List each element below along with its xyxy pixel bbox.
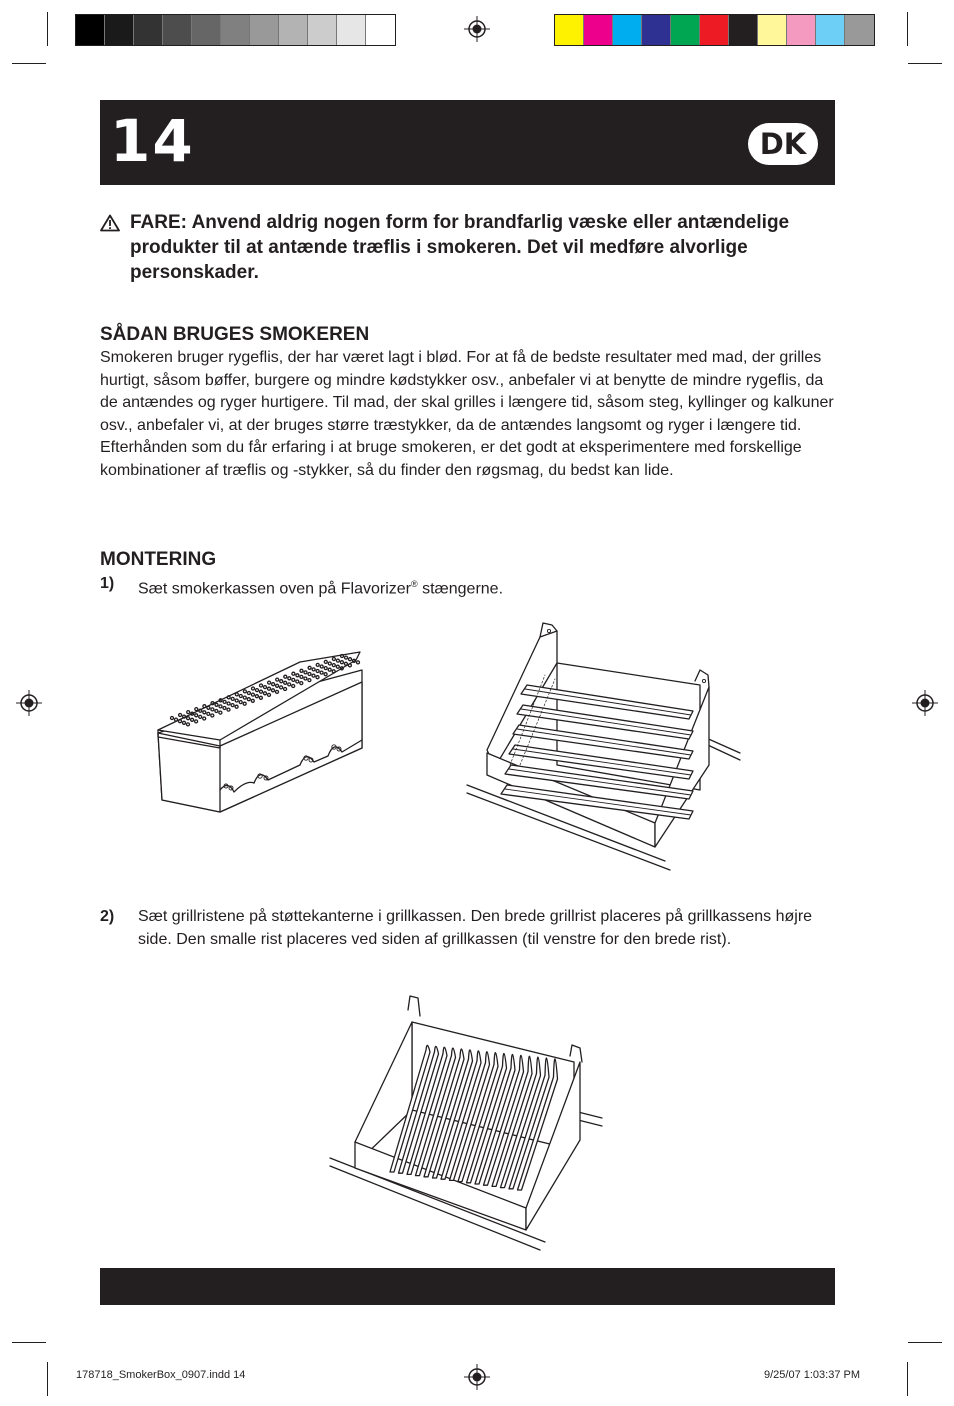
registration-mark-icon <box>912 690 938 716</box>
grayscale-swatch <box>308 15 337 45</box>
process-color-swatch <box>758 15 787 45</box>
grayscale-color-bar <box>75 14 396 46</box>
grayscale-swatch <box>250 15 279 45</box>
process-color-swatch <box>729 15 758 45</box>
registration-mark-icon <box>464 1364 490 1390</box>
process-color-swatch <box>613 15 642 45</box>
grayscale-swatch <box>105 15 134 45</box>
slug-file-info: 178718_SmokerBox_0907.indd 14 <box>76 1369 246 1381</box>
process-color-swatch <box>816 15 845 45</box>
process-color-swatch <box>787 15 816 45</box>
grayscale-swatch <box>337 15 366 45</box>
registered-mark: ® <box>411 579 418 589</box>
grayscale-swatch <box>221 15 250 45</box>
grayscale-swatch <box>366 15 395 45</box>
process-color-bar <box>554 14 875 46</box>
warning-text: FARE: Anvend aldrig nogen form for brandfarlig væske eller antændelige produkter til at antænde træflis i smokeren. Det vil medføre alvorlige personskader. <box>130 212 790 283</box>
grill-flavorizer-illustration <box>465 615 745 875</box>
process-color-swatch <box>671 15 700 45</box>
usage-body: Smokeren bruger rygeflis, der har været lagt i blød. For at få de bedste resultater med mad, der grilles hurtigt, såsom bøffer, burgere og mindre kødstykker osv., anbefaler vi at benytte de mindre rygeflis, da de antændes og ryger hurtigere. Til mad, der skal grilles i længere tid, såsom steg, kyllinger og kalkuner osv., anbefaler vi, at der bruges større træstykker, da de antændes langsomt og ryger i længere tid. Efterhånden som du får erfaring i at bruge smokeren, er det godt at eksperimentere med forskellige kombinationer af træflis og -stykker, så du finder den røgsmag, du bedst kan lide. <box>100 349 834 479</box>
step-1-text <box>138 573 838 601</box>
grayscale-swatch <box>163 15 192 45</box>
step-1-number: 1) <box>100 575 115 592</box>
registration-mark-icon <box>16 690 42 716</box>
language-badge: DK <box>748 123 818 165</box>
step-1-text-main: Sæt smokerkassen oven på Flavorizer <box>138 580 411 598</box>
process-color-swatch <box>642 15 671 45</box>
process-color-swatch <box>584 15 613 45</box>
process-color-swatch <box>700 15 729 45</box>
page-footer-bar <box>100 1268 835 1305</box>
grayscale-swatch <box>279 15 308 45</box>
grayscale-swatch <box>134 15 163 45</box>
usage-heading: SÅDAN BRUGES SMOKEREN <box>100 324 370 345</box>
page-header-bar <box>100 100 835 185</box>
page-number: 14 <box>110 107 195 175</box>
slug-timestamp: 9/25/07 1:03:37 PM <box>764 1369 861 1381</box>
registration-mark-icon <box>464 16 490 42</box>
grayscale-swatch <box>192 15 221 45</box>
step-2-text: Sæt grillristene på støttekanterne i grillkassen. Den brede grillrist placeres på grillkassens højre side. Den smalle rist placeres ved siden af grillkassen (til venstre for den brede rist). <box>138 908 813 948</box>
step-2-number: 2) <box>100 908 115 925</box>
process-color-swatch <box>845 15 874 45</box>
warning-triangle-icon <box>100 214 120 232</box>
assembly-heading: MONTERING <box>100 549 217 570</box>
process-color-swatch <box>555 15 584 45</box>
danger-warning <box>100 210 820 285</box>
grayscale-swatch <box>76 15 105 45</box>
grill-cooking-grates-illustration <box>330 990 610 1250</box>
step-1-text-end: stængerne. <box>417 580 504 598</box>
smoker-box-illustration <box>150 640 380 820</box>
